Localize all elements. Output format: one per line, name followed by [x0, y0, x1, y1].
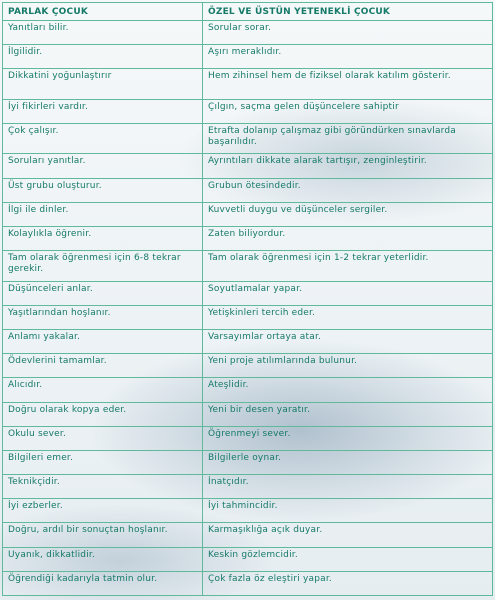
comparison-table — [2, 2, 493, 596]
gifted-child-trait: Etrafta dolanıp çalışmaz gibi göründürken sınavlarda başarılıdır. — [203, 124, 493, 154]
gifted-child-trait: Zaten biliyordur. — [203, 227, 493, 251]
header-row — [3, 3, 493, 21]
table-row — [3, 124, 493, 154]
bright-child-trait: İlgilidir. — [3, 45, 203, 69]
bright-child-trait: Tam olarak öğrenmesi için 6-8 tekrar gerekir. — [3, 251, 203, 281]
gifted-child-trait: İyi tahmincidir. — [203, 499, 493, 523]
bright-child-trait: Okulu sever. — [3, 426, 203, 450]
bright-child-trait: İyi fikirleri vardır. — [3, 99, 203, 123]
table-row — [3, 99, 493, 123]
table-row — [3, 202, 493, 226]
gifted-child-trait: Aşırı meraklıdır. — [203, 45, 493, 69]
table-row — [3, 571, 493, 595]
gifted-child-trait: Bilgilerle oynar. — [203, 450, 493, 474]
table-row — [3, 45, 493, 69]
gifted-child-trait: Varsayımlar ortaya atar. — [203, 330, 493, 354]
bright-child-trait: Yanıtları bilir. — [3, 21, 203, 45]
gifted-child-trait: Ateşlidir. — [203, 378, 493, 402]
bright-child-trait: Çok çalışır. — [3, 124, 203, 154]
bright-child-trait: Teknikçidir. — [3, 475, 203, 499]
gifted-child-trait: İnatçıdır. — [203, 475, 493, 499]
gifted-child-trait: Öğrenmeyi sever. — [203, 426, 493, 450]
gifted-child-trait: Hem zihinsel hem de fiziksel olarak katılım gösterir. — [203, 69, 493, 99]
gifted-child-trait: Karmaşıklığa açık duyar. — [203, 523, 493, 547]
table-row — [3, 21, 493, 45]
gifted-child-trait: Yeni bir desen yaratır. — [203, 402, 493, 426]
gifted-child-trait: Kuvvetli duygu ve düşünceler sergiler. — [203, 202, 493, 226]
table-row — [3, 426, 493, 450]
gifted-child-trait: Tam olarak öğrenmesi için 1-2 tekrar yeterlidir. — [203, 251, 493, 281]
table-row — [3, 378, 493, 402]
table-row — [3, 402, 493, 426]
gifted-child-trait: Keskin gözlemcidir. — [203, 547, 493, 571]
bright-child-trait: İyi ezberler. — [3, 499, 203, 523]
bright-child-trait: Ödevlerini tamamlar. — [3, 354, 203, 378]
gifted-child-trait: Yetişkinleri tercih eder. — [203, 305, 493, 329]
bright-child-trait: Dikkatini yoğunlaştırır — [3, 69, 203, 99]
table-row — [3, 281, 493, 305]
bright-child-trait: Anlamı yakalar. — [3, 330, 203, 354]
table-row — [3, 154, 493, 178]
gifted-child-trait: Yeni proje atılımlarında bulunur. — [203, 354, 493, 378]
gifted-child-trait: Soyutlamalar yapar. — [203, 281, 493, 305]
bright-child-trait: Üst grubu oluşturur. — [3, 178, 203, 202]
header-bright-child: PARLAK ÇOCUK — [3, 3, 203, 21]
header-gifted-child: ÖZEL VE ÜSTÜN YETENEKLİ ÇOCUK — [203, 3, 493, 21]
bright-child-trait: Kolaylıkla öğrenir. — [3, 227, 203, 251]
bright-child-trait: Soruları yanıtlar. — [3, 154, 203, 178]
gifted-child-trait: Ayrıntıları dikkate alarak tartışır, zenginleştirir. — [203, 154, 493, 178]
gifted-child-trait: Çok fazla öz eleştiri yapar. — [203, 571, 493, 595]
bright-child-trait: Düşünceleri anlar. — [3, 281, 203, 305]
bright-child-trait: Öğrendiği kadarıyla tatmin olur. — [3, 571, 203, 595]
table-row — [3, 305, 493, 329]
table-row — [3, 69, 493, 99]
table-row — [3, 475, 493, 499]
table-row — [3, 450, 493, 474]
table-row — [3, 227, 493, 251]
bright-child-trait: Doğru, ardıl bir sonuçtan hoşlanır. — [3, 523, 203, 547]
table-row — [3, 499, 493, 523]
table-row — [3, 523, 493, 547]
bright-child-trait: İlgi ile dinler. — [3, 202, 203, 226]
bright-child-trait: Doğru olarak kopya eder. — [3, 402, 203, 426]
gifted-child-trait: Sorular sorar. — [203, 21, 493, 45]
table-row — [3, 354, 493, 378]
bright-child-trait: Bilgileri emer. — [3, 450, 203, 474]
table-row — [3, 547, 493, 571]
table-row — [3, 330, 493, 354]
bright-child-trait: Yaşıtlarından hoşlanır. — [3, 305, 203, 329]
gifted-child-trait: Grubun ötesindedir. — [203, 178, 493, 202]
gifted-child-trait: Çılgın, saçma gelen düşüncelere sahiptir — [203, 99, 493, 123]
bright-child-trait: Uyanık, dikkatlidir. — [3, 547, 203, 571]
table-row — [3, 251, 493, 281]
table-row — [3, 178, 493, 202]
bright-child-trait: Alıcıdır. — [3, 378, 203, 402]
